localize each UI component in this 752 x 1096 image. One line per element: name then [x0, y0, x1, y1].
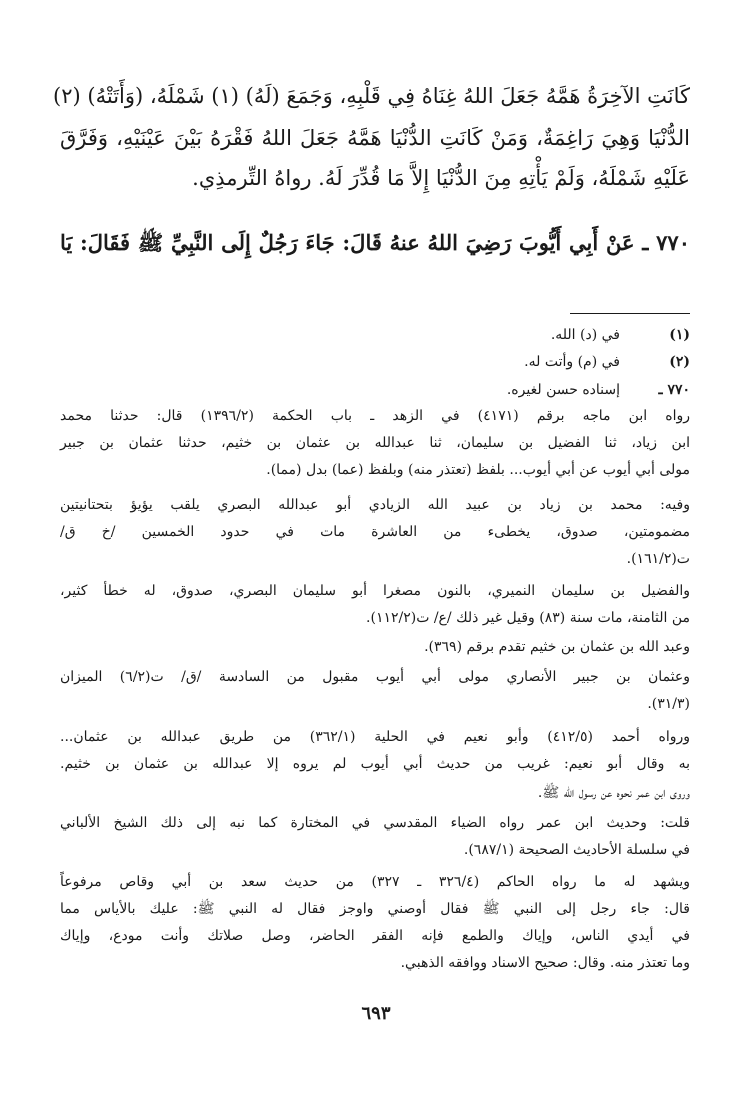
footnote-text: في (د) الله.	[550, 327, 620, 343]
commentary-line: في أيدي الناس، وإياك والطمع فإنه الفقر الحاضر، وصل صلاتك وأنت مودع، وإياك	[60, 928, 690, 944]
footnote-number: (٢)	[669, 354, 690, 370]
commentary-line: وعثمان بن جبير الأنصاري مولى أبي أيوب مقبول من السادسة /ق/ ت(٦/٢) الميزان	[60, 669, 691, 685]
commentary-line: مضمومتين، صدوق، يخطىء من العاشرة مات في حدود الخمسين /خ ق/	[60, 524, 690, 540]
footnote-number: ٧٧٠ ـ	[658, 382, 690, 398]
main-text-line-2: الدُّنْيَا وَهِيَ رَاغِمَةٌ، وَمَنْ كَانَتِ الدُّنْيَا هَمَّهُ جَعَلَ اللهُ فَقْرَهُ بَيْنَ عَيْنَيْهِ، وَفَرَّقَ	[60, 126, 690, 150]
commentary-line: قال: جاء رجل إلى النبي ﷺ فقال أوصني واوجز فقال له النبي ﷺ: عليك بالأياس مما	[60, 901, 690, 917]
commentary-line: مولى أبي أيوب عن أبي أيوب... بلفظ (تعتذر منه) وبلفظ (عما) بدل (مما).	[266, 462, 690, 478]
main-text-line-1: كَانَتِ الآخِرَةُ هَمَّهُ جَعَلَ اللهُ غِنَاهُ فِي قَلْبِهِ، وَجَمَعَ (لَهُ) (١) شَمْلَهُ، (وَأَتَتْهُ) (٢)	[53, 84, 690, 108]
commentary-line: (٣١/٣).	[647, 696, 690, 712]
page-number: ٦٩٣	[361, 1003, 391, 1024]
commentary-line: قلت: وحديث ابن عمر رواه الضياء المقدسي في المختارة كما نبه إلى ذلك الشيخ الألباني	[60, 815, 690, 831]
commentary-line: ت(١٦١/٢).	[626, 551, 690, 567]
commentary-line: وفيه: محمد بن زياد بن عبيد الله الزيادي أبو عبدالله البصري يلقب يؤيؤ بتحتانيتين	[60, 497, 690, 513]
footnote-text: إسناده حسن لغيره.	[506, 382, 620, 398]
commentary-line: وما تعتذر منه. وقال: صحيح الاسناد ووافقه الذهبي.	[400, 955, 690, 971]
commentary-line: وروى ابن عمر نحوه عن رسول الله ﷺ.	[537, 785, 690, 801]
hadith-770-heading: ٧٧٠ ـ عَنْ أَبِي أَيُّوبَ رَضِيَ اللهُ عنهُ قَالَ: جَاءَ رَجُلٌ إِلَى النَّبِيِّ ﷺ فَقَالَ: يَا	[60, 230, 690, 255]
footnote-number: (١)	[669, 327, 690, 343]
commentary-line: من الثامنة، مات سنة (٨٣) وقيل غير ذلك /ع/ ت(١١٢/٢).	[366, 610, 690, 626]
footnote-text: في (م) وأتت له.	[524, 354, 620, 370]
footnote-divider	[570, 313, 690, 314]
commentary-line: في سلسلة الأحاديث الصحيحة (٦٨٧/١).	[463, 842, 690, 858]
commentary-line: وعبد الله بن عثمان بن خثيم تقدم برقم (٣٦٩).	[424, 639, 690, 655]
main-text-line-3: عَلَيْهِ شَمْلَهُ، وَلَمْ يَأْتِهِ مِنَ الدُّنْيَا إِلاَّ مَا قُدِّرَ لَهُ. رواهُ التِّرمذِي.	[192, 166, 690, 190]
commentary-line: ويشهد له ما رواه الحاكم (٣٢٦/٤ ـ ٣٢٧) من حديث سعد بن أبي وقاص مرفوعاً	[60, 874, 690, 890]
commentary-line: به وقال أبو نعيم: غريب من حديث أبي أيوب لم يروه إلا عبدالله بن عثمان بن خثيم.	[60, 756, 690, 772]
commentary-line: ورواه أحمد (٤١٢/٥) وأبو نعيم في الحلية (٣٦٢/١) من طريق عبدالله بن عثمان...	[60, 729, 690, 745]
commentary-line: والفضيل بن سليمان النميري، بالنون مصغرا أبو سليمان البصري، صدوق، له خطأ كثير،	[60, 583, 690, 599]
commentary-line: رواه ابن ماجه برقم (٤١٧١) في الزهد ـ باب الحكمة (١٣٩٦/٢) قال: حدثنا محمد	[60, 408, 691, 424]
commentary-line: ابن زياد، ثنا الفضيل بن سليمان، ثنا عبدالله بن عثمان بن خثيم، حدثنا عثمان بن جبير	[60, 435, 690, 451]
